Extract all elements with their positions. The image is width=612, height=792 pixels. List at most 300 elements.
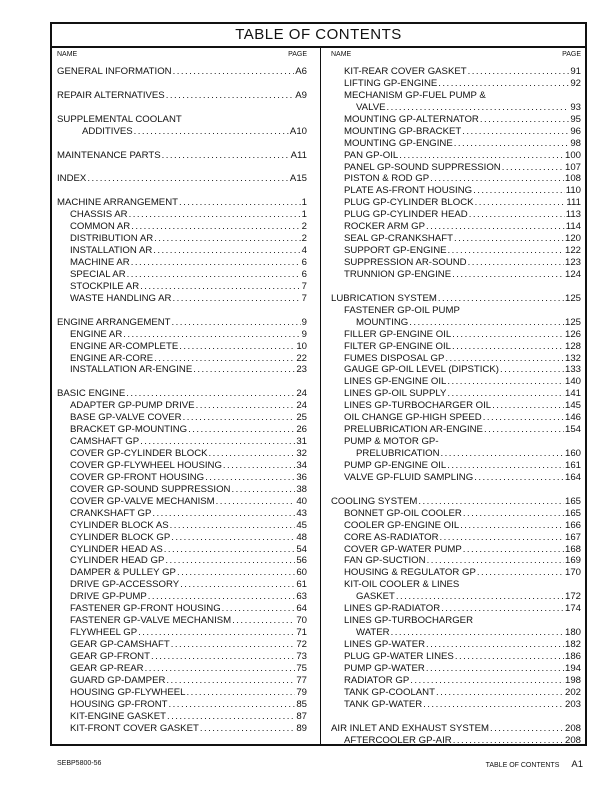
toc-entry[interactable] [331, 376, 581, 388]
leader-dots [474, 472, 564, 484]
leader-dots [193, 364, 295, 376]
toc-entry-row [331, 567, 581, 579]
entry-page: 126 [564, 328, 581, 340]
toc-entry[interactable] [57, 221, 307, 233]
toc-entry-row [57, 544, 307, 556]
toc-entry-title [57, 114, 307, 126]
toc-entry-row [57, 173, 307, 185]
toc-entry[interactable] [57, 639, 307, 651]
toc-entry[interactable] [331, 567, 581, 579]
toc-entry[interactable] [57, 484, 307, 496]
toc-entry[interactable] [331, 353, 581, 365]
toc-entry-continuation [331, 102, 581, 114]
entry-page: 198 [564, 674, 581, 686]
entry-name: CAMSHAFT GP [70, 436, 140, 448]
entry-page: 202 [564, 686, 581, 698]
toc-section [331, 293, 581, 484]
toc-entry[interactable] [57, 317, 307, 329]
toc-entry-row [331, 78, 581, 90]
entry-name: PISTON & ROD GP [344, 173, 430, 185]
toc-entry[interactable] [331, 197, 581, 209]
entry-page: 36 [296, 471, 307, 483]
leader-dots [468, 66, 570, 78]
toc-entry-row [331, 412, 581, 424]
leader-dots [172, 293, 300, 305]
entry-name: FASTENER GP-OIL PUMP [344, 304, 460, 316]
entry-name: RADIATOR GP [344, 674, 410, 686]
toc-section [57, 388, 307, 734]
entry-name: LINES GP-ENGINE OIL [344, 376, 447, 388]
toc-entry-row [331, 293, 581, 305]
entry-name: WASTE HANDLING AR [70, 292, 172, 304]
toc-entry-row [331, 162, 581, 174]
toc-entry-title [331, 436, 581, 448]
toc-entry[interactable] [331, 126, 581, 138]
toc-entry-row [57, 245, 307, 257]
leader-dots [455, 651, 564, 663]
leader-dots [452, 329, 564, 341]
toc-entry[interactable] [331, 579, 581, 603]
toc-entry[interactable] [331, 436, 581, 460]
toc-entry-row [57, 699, 307, 711]
toc-entry[interactable] [57, 233, 307, 245]
entry-page: 208 [564, 734, 581, 746]
toc-entry-row [57, 615, 307, 627]
entry-page: 24 [296, 400, 307, 412]
entry-page: 123 [564, 257, 581, 268]
toc-entry[interactable] [331, 723, 581, 735]
leader-dots [131, 257, 301, 269]
entry-page: 170 [564, 567, 581, 579]
toc-entry-row [57, 711, 307, 723]
leader-dots [426, 639, 564, 651]
entry-page: 7 [301, 292, 307, 304]
toc-entry[interactable] [57, 114, 307, 138]
toc-entry-row [57, 555, 307, 567]
toc-entry-row [57, 364, 307, 376]
entry-page: 114 [565, 221, 581, 233]
entry-page: A15 [289, 173, 307, 185]
leader-dots [171, 532, 295, 544]
entry-name: PUMP GP-WATER [344, 662, 425, 674]
toc-entry[interactable] [331, 699, 581, 711]
entry-page: 45 [296, 519, 307, 531]
leader-dots [223, 460, 295, 472]
entry-page: 2 [301, 233, 307, 245]
toc-entry[interactable] [331, 150, 581, 162]
toc-entry[interactable] [331, 412, 581, 424]
toc-section [331, 66, 581, 281]
toc-entry-row [57, 723, 307, 735]
toc-entry[interactable] [57, 579, 307, 591]
entry-name: ENGINE AR-COMPLETE [70, 340, 179, 352]
toc-entry[interactable] [331, 114, 581, 126]
toc-entry[interactable] [57, 615, 307, 627]
entry-name: COVER GP-SOUND SUPPRESSION [70, 483, 231, 495]
entry-name: FLYWHEEL GP [70, 627, 138, 639]
toc-entry[interactable] [331, 603, 581, 615]
toc-entry-row [331, 114, 581, 126]
toc-entry[interactable] [57, 687, 307, 699]
toc-entry-row [331, 150, 581, 162]
toc-entry[interactable] [331, 305, 581, 329]
entry-page: 43 [296, 507, 307, 519]
entry-name: ENGINE AR-CORE [70, 352, 154, 364]
toc-entry[interactable] [331, 651, 581, 663]
toc-entry-row [331, 376, 581, 388]
toc-entry[interactable] [57, 412, 307, 424]
toc-entry-row [331, 185, 581, 197]
leader-dots [438, 78, 569, 90]
leader-dots [468, 257, 564, 269]
toc-entry-row [331, 138, 581, 150]
toc-entry-row [57, 651, 307, 663]
entry-name: CYLINDER HEAD AS [70, 543, 163, 555]
toc-entry-row [57, 484, 307, 496]
toc-entry[interactable] [57, 723, 307, 735]
entry-page: 113 [565, 209, 581, 221]
toc-entry[interactable] [57, 699, 307, 711]
leader-dots [391, 627, 564, 639]
leader-dots [154, 353, 295, 365]
name-header: NAME [331, 51, 352, 58]
toc-entry[interactable] [331, 639, 581, 651]
toc-entry-row [57, 341, 307, 353]
entry-name: LINES GP-RADIATOR [344, 603, 441, 615]
toc-entry-row [331, 460, 581, 472]
toc-entry[interactable] [57, 508, 307, 520]
entry-page: 4 [301, 245, 307, 257]
entry-name: OIL CHANGE GP-HIGH SPEED [344, 412, 482, 424]
entry-name: CYLINDER BLOCK GP [70, 531, 171, 543]
toc-entry[interactable] [57, 663, 307, 675]
entry-page: 160 [564, 448, 581, 459]
toc-section [57, 317, 307, 377]
entry-page: 133 [564, 364, 581, 376]
document-number: SEBP5800-56 [57, 760, 102, 767]
toc-entry[interactable] [57, 567, 307, 579]
toc-list [331, 66, 581, 746]
toc-entry-row [331, 329, 581, 341]
entry-page: 25 [296, 412, 307, 424]
leader-dots [387, 102, 570, 114]
entry-name: COMMON AR [70, 221, 131, 233]
toc-entry[interactable] [57, 520, 307, 532]
entry-page: A9 [295, 89, 307, 101]
toc-entry[interactable] [57, 281, 307, 293]
toc-entry-row [331, 603, 581, 615]
toc-entry[interactable] [57, 245, 307, 257]
toc-entry[interactable] [57, 329, 307, 341]
toc-entry[interactable] [331, 544, 581, 556]
entry-name: LUBRICATION SYSTEM [331, 292, 437, 304]
toc-entry[interactable] [331, 233, 581, 245]
entry-name: SUPPORT GP-ENGINE [344, 245, 447, 257]
leader-dots [399, 150, 564, 162]
toc-entry[interactable] [331, 293, 581, 305]
entry-page: 174 [564, 603, 581, 615]
toc-entry[interactable] [57, 591, 307, 603]
entry-name: MOUNTING GP-ALTERNATOR [344, 113, 479, 125]
toc-entry[interactable] [331, 424, 581, 436]
toc-entry-row [331, 233, 581, 245]
toc-entry[interactable] [331, 185, 581, 197]
entry-name: HOUSING & REGULATOR GP [344, 567, 476, 579]
leader-dots [453, 735, 564, 747]
entry-page: 172 [564, 591, 581, 603]
page-footer [486, 759, 583, 770]
entry-page: 87 [296, 710, 307, 722]
toc-entry[interactable] [331, 329, 581, 341]
toc-entry[interactable] [57, 257, 307, 269]
toc-entry-row [57, 687, 307, 699]
entry-page: 128 [564, 340, 581, 352]
leader-dots [171, 639, 296, 651]
leader-dots [490, 723, 564, 735]
toc-entry[interactable] [331, 90, 581, 114]
entry-page: 145 [564, 400, 581, 412]
entry-name: COVER GP-CYLINDER BLOCK [70, 448, 208, 459]
toc-entry[interactable] [57, 472, 307, 484]
toc-entry[interactable] [331, 520, 581, 532]
toc-entry[interactable] [57, 293, 307, 305]
entry-name: MAINTENANCE PARTS [57, 149, 161, 161]
entry-name: CORE AS-RADIATOR [344, 531, 439, 543]
toc-entry[interactable] [331, 209, 581, 221]
toc-entry[interactable] [331, 555, 581, 567]
entry-page: 194 [564, 662, 581, 674]
leader-dots [167, 711, 295, 723]
toc-entry[interactable] [331, 245, 581, 257]
entry-page: 96 [570, 125, 581, 137]
toc-entry[interactable] [57, 436, 307, 448]
entry-page: 100 [564, 149, 581, 161]
toc-entry[interactable] [57, 66, 307, 78]
entry-name: MOUNTING GP-ENGINE [344, 137, 453, 149]
leader-dots [454, 233, 564, 245]
leader-dots [153, 245, 300, 257]
toc-entry[interactable] [331, 532, 581, 544]
toc-entry[interactable] [57, 424, 307, 436]
toc-entry-row [331, 353, 581, 365]
entry-page: 56 [296, 555, 307, 567]
toc-entry[interactable] [331, 257, 581, 269]
leader-dots [492, 400, 564, 412]
entry-page: 164 [564, 471, 581, 483]
toc-entry[interactable] [57, 448, 307, 460]
toc-entry-row [57, 472, 307, 484]
toc-entry-row [57, 257, 307, 269]
toc-entry-row [331, 364, 581, 376]
toc-section [57, 173, 307, 185]
toc-entry[interactable] [57, 341, 307, 353]
entry-page: A6 [295, 66, 307, 77]
entry-name: INSTALLATION AR-ENGINE [70, 364, 193, 376]
entry-name: DRIVE GP-ACCESSORY [70, 579, 180, 591]
toc-section [57, 66, 307, 78]
toc-entry[interactable] [331, 663, 581, 675]
entry-page: 161 [564, 459, 581, 471]
leader-dots [134, 126, 289, 138]
toc-entry[interactable] [331, 508, 581, 520]
toc-entry-row [57, 269, 307, 281]
leader-dots [140, 436, 295, 448]
toc-entry[interactable] [331, 615, 581, 639]
entry-name: BONNET GP-OIL COOLER [344, 507, 462, 519]
toc-entry[interactable] [57, 532, 307, 544]
toc-entry[interactable] [331, 66, 581, 78]
toc-entry-title [331, 305, 581, 317]
entry-page: 146 [564, 412, 581, 424]
entry-page: 180 [564, 627, 581, 639]
column-header [331, 48, 581, 62]
toc-entry[interactable] [331, 687, 581, 699]
leader-dots [152, 508, 295, 520]
entry-page: 77 [296, 674, 307, 686]
entry-name: INDEX [57, 173, 87, 185]
leader-dots [164, 544, 296, 556]
toc-list [57, 66, 307, 735]
entry-page: 61 [296, 579, 307, 591]
entry-page: 32 [296, 448, 307, 459]
toc-entry-row [57, 496, 307, 508]
entry-name: COOLER GP-ENGINE OIL [344, 519, 460, 531]
toc-entry-title [331, 615, 581, 627]
toc-entry[interactable] [331, 364, 581, 376]
toc-entry[interactable] [57, 209, 307, 221]
page-header: PAGE [562, 51, 581, 58]
entry-name: KIT-ENGINE GASKET [70, 710, 166, 722]
entry-page: 165 [564, 507, 581, 519]
entry-name: GAUGE GP-OIL LEVEL (DIPSTICK) [344, 364, 499, 376]
leader-dots [410, 675, 564, 687]
toc-entry-row [57, 675, 307, 687]
entry-page: 89 [296, 722, 307, 734]
toc-entry[interactable] [57, 675, 307, 687]
toc-entry-row [331, 424, 581, 436]
leader-dots [231, 484, 295, 496]
entry-name: AFTERCOOLER GP-AIR [344, 734, 452, 746]
entry-name: GEAR GP-REAR [70, 662, 144, 674]
entry-page: 34 [296, 459, 307, 471]
toc-entry[interactable] [331, 162, 581, 174]
entry-name: TANK GP-COOLANT [344, 686, 435, 698]
toc-entry[interactable] [331, 675, 581, 687]
entry-page: 107 [564, 161, 581, 173]
toc-entry[interactable] [331, 173, 581, 185]
toc-entry[interactable] [331, 400, 581, 412]
toc-entry[interactable] [331, 341, 581, 353]
toc-entry[interactable] [57, 603, 307, 615]
toc-entry[interactable] [331, 472, 581, 484]
entry-name: AIR INLET AND EXHAUST SYSTEM [331, 722, 489, 734]
page-title: TABLE OF CONTENTS [52, 24, 585, 48]
toc-entry[interactable] [331, 388, 581, 400]
toc-entry[interactable] [57, 460, 307, 472]
toc-entry[interactable] [331, 78, 581, 90]
entry-page: 122 [564, 245, 581, 257]
toc-entry[interactable] [57, 364, 307, 376]
toc-entry[interactable] [57, 269, 307, 281]
leader-dots [129, 209, 301, 221]
toc-section [57, 197, 307, 304]
leader-dots [502, 162, 564, 174]
toc-entry[interactable] [57, 388, 307, 400]
leader-dots [196, 400, 296, 412]
toc-entry[interactable] [57, 353, 307, 365]
entry-name: INSTALLATION AR [70, 245, 153, 257]
toc-entry[interactable] [57, 150, 307, 162]
toc-entry[interactable] [331, 496, 581, 508]
toc-entry[interactable] [331, 735, 581, 747]
toc-entry[interactable] [57, 197, 307, 209]
toc-entry-row [331, 245, 581, 257]
toc-entry-row [331, 209, 581, 221]
leader-dots [187, 687, 296, 699]
toc-entry[interactable] [57, 496, 307, 508]
toc-entry-row [57, 317, 307, 329]
toc-entry[interactable] [57, 555, 307, 567]
entry-page: 125 [564, 316, 581, 328]
toc-entry[interactable] [57, 173, 307, 185]
entry-name: FILTER GP-ENGINE OIL [344, 340, 451, 352]
footer-section: TABLE OF CONTENTS [485, 762, 560, 769]
toc-entry-row [331, 269, 581, 281]
toc-entry[interactable] [331, 221, 581, 233]
entry-page: 38 [296, 483, 307, 495]
entry-name: DISTRIBUTION AR [70, 233, 154, 245]
toc-entry[interactable] [57, 544, 307, 556]
leader-dots [170, 520, 296, 532]
entry-name: GUARD GP-DAMPER [70, 674, 166, 686]
leader-dots [216, 496, 296, 508]
entry-name-continued: GASKET [356, 591, 395, 603]
entry-page: 140 [564, 376, 581, 388]
toc-entry[interactable] [331, 460, 581, 472]
entry-page: 98 [570, 137, 581, 149]
leader-dots [222, 603, 296, 615]
toc-entry[interactable] [57, 651, 307, 663]
entry-name: MACHINE ARRANGEMENT [57, 197, 178, 209]
entry-name: VALVE GP-FLUID SAMPLING [344, 471, 474, 483]
leader-dots [454, 138, 570, 150]
toc-entry-row [57, 520, 307, 532]
toc-entry[interactable] [57, 627, 307, 639]
leader-dots [209, 448, 296, 460]
entry-page: 182 [564, 639, 581, 650]
entry-name: PLUG GP-CYLINDER BLOCK [344, 197, 474, 209]
leader-dots [87, 173, 289, 185]
toc-entry-row [57, 532, 307, 544]
toc-entry-row [57, 448, 307, 460]
leader-dots [123, 329, 300, 341]
entry-page: 72 [296, 639, 307, 650]
leader-dots [188, 424, 295, 436]
toc-entry[interactable] [57, 400, 307, 412]
toc-entry[interactable] [331, 138, 581, 150]
leader-dots [166, 675, 295, 687]
toc-entry[interactable] [57, 711, 307, 723]
toc-entry-row [57, 400, 307, 412]
toc-entry[interactable] [331, 269, 581, 281]
entry-name: FUMES DISPOSAL GP [344, 352, 445, 364]
entry-page: 165 [564, 495, 581, 507]
entry-page: 1 [301, 209, 307, 221]
toc-entry-title [331, 579, 581, 591]
entry-name: STOCKPILE AR [70, 280, 140, 292]
entry-page: 6 [301, 257, 307, 268]
toc-entry[interactable] [57, 90, 307, 102]
